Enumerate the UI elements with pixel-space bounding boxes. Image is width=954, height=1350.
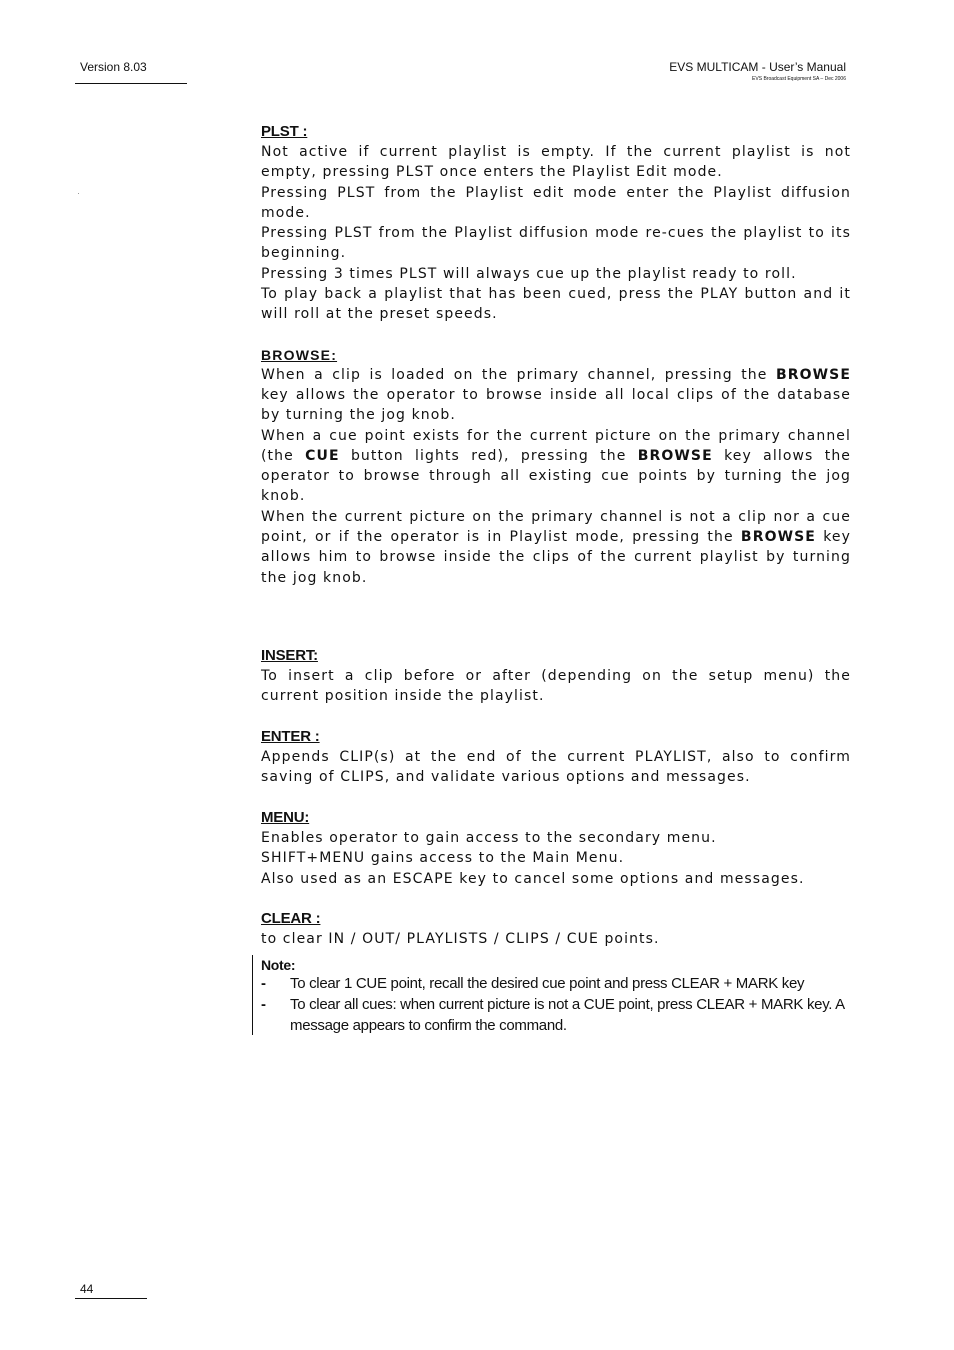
section-clear <box>261 909 851 949</box>
paragraph: When a cue point exists for the current picture on the primary channel (the CUE button lights red), pressing the BROWSE key allows the operator to browse through all existing cue points by turning the jog knob. <box>261 427 852 505</box>
note-text: To clear all cues: when current picture is not a CUE point, press CLEAR + MARK key. A message appears to confirm the command. <box>290 996 845 1034</box>
paragraph: Pressing PLST from the Playlist diffusion mode re-cues the playlist to its beginning. <box>261 225 851 262</box>
header-rule <box>75 83 187 84</box>
section-heading: CLEAR : <box>261 910 321 928</box>
section-heading: BROWSE: <box>261 346 338 363</box>
section-heading: MENU: <box>261 809 310 827</box>
section-menu <box>261 808 851 889</box>
section-body <box>261 666 851 707</box>
paragraph: Pressing 3 times PLST will always cue up the playlist ready to roll. <box>261 265 797 282</box>
paragraph: To play back a playlist that has been cued, press the PLAY button and it will roll at the preset speeds. <box>261 286 851 323</box>
paragraph: When a clip is loaded on the primary channel, pressing the BROWSE key allows the operator to browse inside all local clips of the database by turning the jog knob. <box>261 366 851 424</box>
header-right <box>640 60 846 82</box>
version-label: Version 8.03 <box>80 60 147 74</box>
paragraph: Also used as an ESCAPE key to cancel some options and messages. <box>261 870 805 887</box>
manual-title: EVS MULTICAM - User’s Manual <box>669 60 846 74</box>
paragraph: Not active if current playlist is empty. If the current playlist is not empty, pressing PLST once enters the Playlist Edit mode. <box>261 144 851 181</box>
section-body <box>261 828 851 889</box>
section-heading: PLST : <box>261 123 308 140</box>
key-name: BROWSE <box>637 447 713 464</box>
note-side-bar <box>252 955 253 1035</box>
manual-subtitle: EVS Broadcast Equipment SA – Dec 2006 <box>752 76 846 82</box>
page-number: 44 <box>80 1282 94 1296</box>
section-body <box>261 747 851 788</box>
section-insert <box>261 646 851 707</box>
bullet-dash: - <box>261 975 266 992</box>
section-browse <box>261 345 851 588</box>
note-text: To clear 1 CUE point, recall the desired cue point and press CLEAR + MARK key <box>290 975 805 992</box>
paragraph: to clear IN / OUT/ PLAYLISTS / CLIPS / CUE points. <box>261 931 660 948</box>
key-name: BROWSE <box>740 529 816 546</box>
paragraph: To insert a clip before or after (depending on the setup menu) the current position inside the playlist. <box>261 667 851 705</box>
bullet-dash: - <box>261 996 266 1013</box>
key-name: CUE <box>305 447 340 464</box>
section-enter <box>261 727 851 788</box>
paragraph: Pressing PLST from the Playlist edit mode enter the Playlist diffusion mode. <box>261 184 851 221</box>
paragraph: Enables operator to gain access to the secondary menu. <box>261 830 717 847</box>
section-heading: ENTER : <box>261 727 320 745</box>
margin-mark <box>78 193 79 194</box>
paragraph: Appends CLIP(s) at the end of the current PLAYLIST, also to confirm saving of CLIPS, and validate various options and messages. <box>261 748 851 785</box>
section-body <box>261 365 851 588</box>
note-title: Note: <box>261 957 296 973</box>
section-heading: INSERT: <box>261 646 318 664</box>
footer-rule <box>75 1298 147 1299</box>
paragraph: SHIFT+MENU gains access to the Main Menu. <box>261 850 625 867</box>
section-body <box>261 142 851 325</box>
section-body <box>261 929 851 949</box>
main-content <box>261 122 851 949</box>
section-plst <box>261 122 851 325</box>
paragraph: When the current picture on the primary channel is not a clip nor a cue point, or if the operator is in Playlist mode, pressing the BROWSE key allows him to browse inside the clips of the current playlist by turning the jog knob. <box>261 508 852 586</box>
key-name: BROWSE <box>775 366 851 383</box>
